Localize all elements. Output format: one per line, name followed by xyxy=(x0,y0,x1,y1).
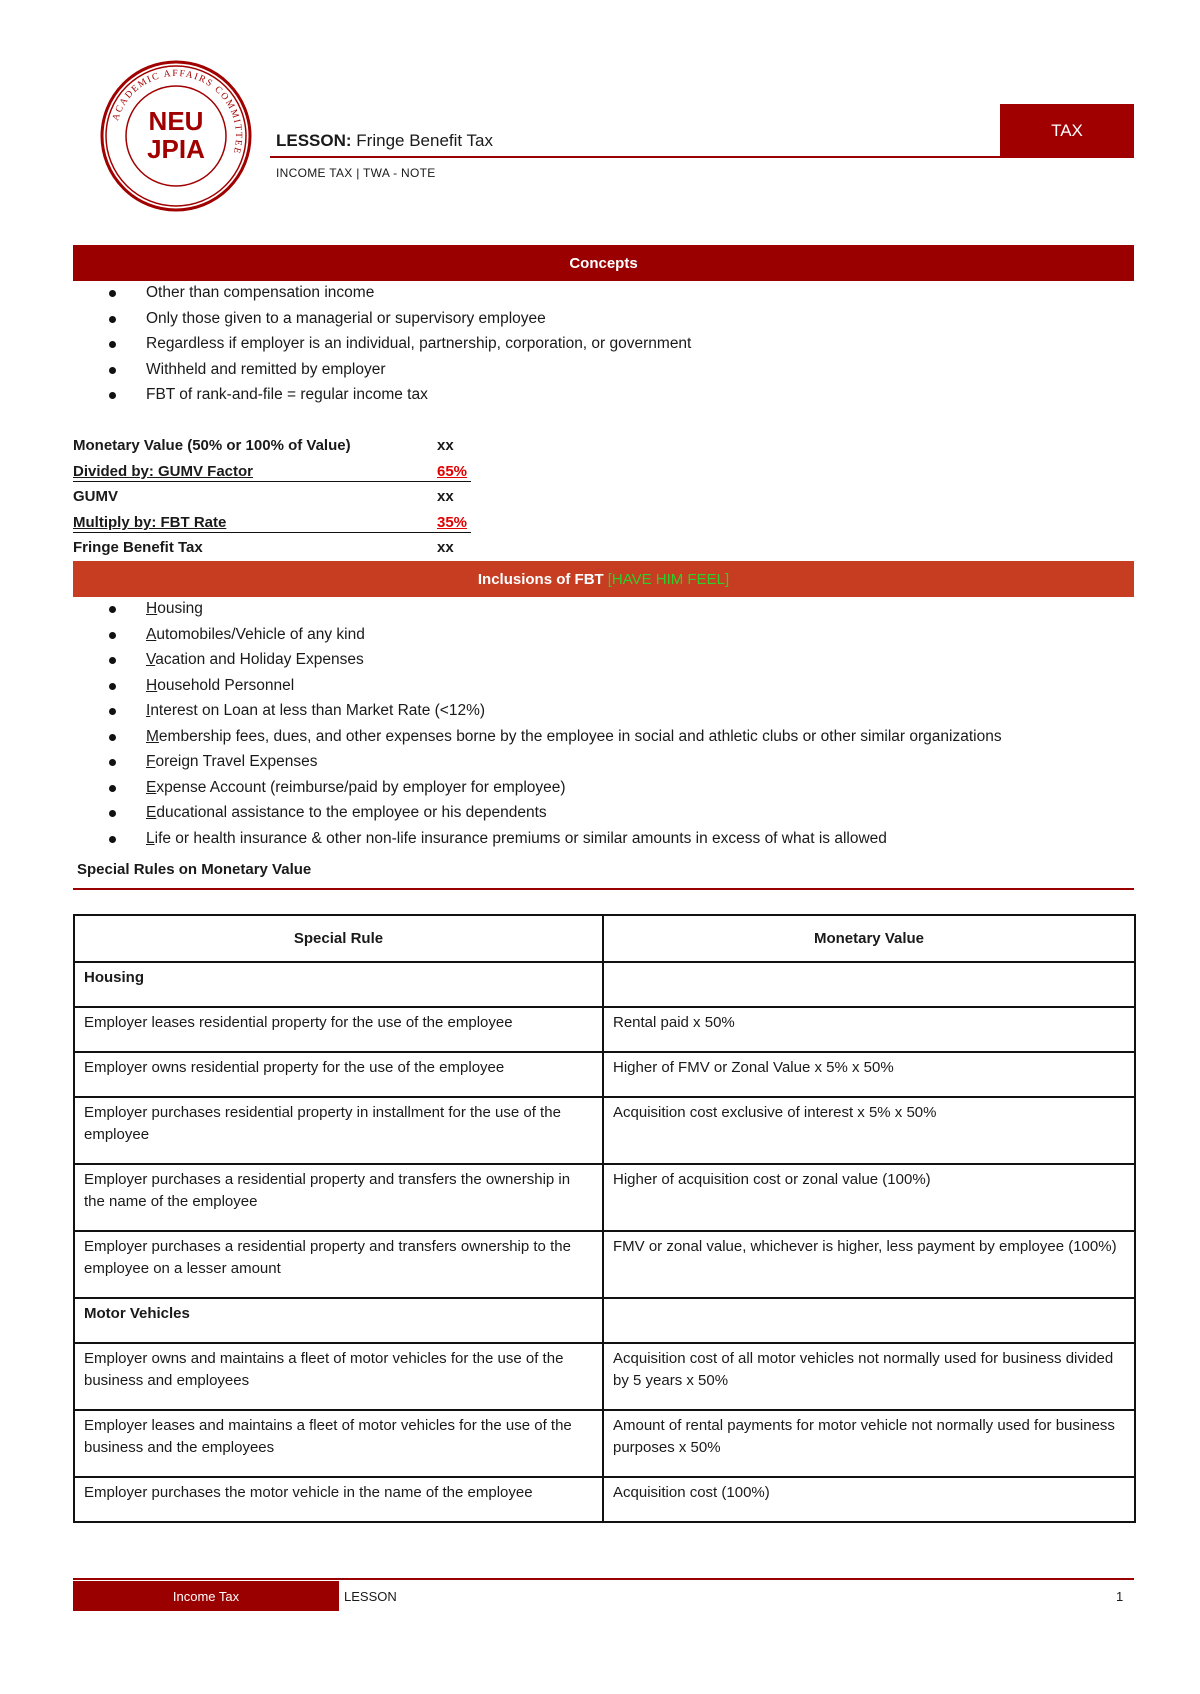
concepts-heading xyxy=(73,245,1134,281)
table-cell: FMV or zonal value, whichever is higher, less payment by employee (100%) xyxy=(603,1231,1135,1298)
table-row xyxy=(74,1343,1135,1410)
formula-label: GUMV xyxy=(73,488,118,506)
mnemonic-letter: H xyxy=(146,676,158,694)
formula-value: xx xyxy=(437,539,454,557)
table-row xyxy=(74,1410,1135,1477)
item-text: ducational assistance to the employee or his dependents xyxy=(156,804,547,821)
table-cell: Employer purchases residential property in installment for the use of the employee xyxy=(74,1097,603,1164)
special-rules-divider xyxy=(73,888,1134,890)
item-text: nterest on Loan at less than Market Rate (<12%) xyxy=(150,702,486,719)
table-cell: Employer owns residential property for the use of the employee xyxy=(74,1052,603,1097)
formula-label: Monetary Value (50% or 100% of Value) xyxy=(73,437,351,454)
table-row xyxy=(74,962,1135,1007)
item-text: embership fees, dues, and other expenses borne by the employee in social and athletic clubs or other similar organizations xyxy=(158,727,1002,745)
section-label: Housing xyxy=(74,962,603,1007)
table-cell: Employer owns and maintains a fleet of motor vehicles for the use of the business and employees xyxy=(74,1343,603,1410)
logo-ring-text: ACADEMIC AFFAIRS COMMITTEE xyxy=(111,68,244,156)
mnemonic-letter: E xyxy=(146,778,157,796)
inclusions-mnemonic: [HAVE HIM FEEL] xyxy=(607,570,730,588)
formula-label: Fringe Benefit Tax xyxy=(73,539,203,557)
list-item xyxy=(100,673,1002,699)
item-text: ousing xyxy=(157,600,203,617)
table-cell: Employer purchases a residential property and transfers ownership to the employee on a lesser amount xyxy=(74,1231,603,1298)
column-header-monetary-value: Monetary Value xyxy=(603,915,1135,962)
list-item: FBT of rank-and-file = regular income tax xyxy=(100,382,691,408)
footer-subject: Income Tax xyxy=(73,1581,339,1611)
list-item xyxy=(100,775,1002,801)
mnemonic-letter: V xyxy=(146,651,156,668)
item-text: acation and Holiday Expenses xyxy=(155,651,364,668)
page-number: 1 xyxy=(1116,1589,1124,1604)
table-cell: Acquisition cost exclusive of interest x 5% x 50% xyxy=(603,1097,1135,1164)
list-item: Only those given to a managerial or supervisory employee xyxy=(100,306,691,332)
table-cell: Employer leases and maintains a fleet of motor vehicles for the use of the business and the employees xyxy=(74,1410,603,1477)
inclusions-heading-text: Inclusions of FBT xyxy=(477,570,604,588)
table-cell: Acquisition cost (100%) xyxy=(603,1477,1135,1522)
header-divider xyxy=(270,156,1000,158)
lesson-title-text: Fringe Benefit Tax xyxy=(356,131,494,150)
table-cell: Higher of FMV or Zonal Value x 5% x 50% xyxy=(603,1052,1135,1097)
lesson-title xyxy=(276,131,493,151)
list-item xyxy=(100,800,1002,826)
neu-jpia-logo xyxy=(100,60,252,212)
list-item xyxy=(100,698,1002,724)
table-row xyxy=(74,1052,1135,1097)
table-cell xyxy=(603,1298,1135,1343)
table-row xyxy=(74,1298,1135,1343)
column-header-special-rule: Special Rule xyxy=(74,915,603,962)
inclusions-list xyxy=(100,596,1002,851)
table-cell: Amount of rental payments for motor vehicle not normally used for business purposes x 50% xyxy=(603,1410,1135,1477)
list-item: Regardless if employer is an individual, partnership, corporation, or government xyxy=(100,331,691,357)
list-item xyxy=(100,826,1002,852)
formula-row xyxy=(73,459,473,485)
formula-row xyxy=(73,484,473,510)
inclusions-heading xyxy=(73,561,1134,597)
formula-label: Divided by: GUMV Factor xyxy=(73,462,254,480)
table-cell: Acquisition cost of all motor vehicles not normally used for business divided by 5 years x 50% xyxy=(603,1343,1135,1410)
formula-value: xx xyxy=(437,488,454,506)
logo-line1: NEU xyxy=(148,106,204,136)
formula-value: xx xyxy=(437,437,454,454)
list-item xyxy=(100,724,1002,750)
footer-divider xyxy=(73,1578,1134,1580)
section-label: Motor Vehicles xyxy=(74,1298,603,1343)
item-text: xpense Account (reimburse/paid by employer for employee) xyxy=(156,778,566,796)
list-item: Withheld and remitted by employer xyxy=(100,357,691,383)
fbt-formula xyxy=(73,433,473,561)
table-row xyxy=(74,1477,1135,1522)
footer-section: LESSON xyxy=(344,1589,397,1604)
formula-value: 65% xyxy=(437,462,468,480)
table-cell: Employer purchases the motor vehicle in the name of the employee xyxy=(74,1477,603,1522)
formula-value: 35% xyxy=(437,513,468,531)
logo-line2: JPIA xyxy=(147,134,205,164)
table-cell: Employer leases residential property for the use of the employee xyxy=(74,1007,603,1052)
table-row xyxy=(74,1231,1135,1298)
lesson-subtitle: INCOME TAX | TWA - NOTE xyxy=(276,166,436,180)
mnemonic-letter: L xyxy=(146,829,155,847)
formula-row xyxy=(73,433,473,459)
mnemonic-letter: H xyxy=(146,600,158,617)
list-item xyxy=(100,749,1002,775)
formula-row xyxy=(73,510,473,536)
table-row xyxy=(74,1097,1135,1164)
item-text: ife or health insurance & other non-life insurance premiums or similar amounts in excess of what is allowed xyxy=(154,829,887,847)
list-item xyxy=(100,622,1002,648)
item-text: oreign Travel Expenses xyxy=(155,753,318,770)
lesson-label: LESSON: xyxy=(276,131,352,150)
table-row xyxy=(74,1007,1135,1052)
concepts-heading-text: Concepts xyxy=(569,254,638,272)
table-cell: Employer purchases a residential property and transfers the ownership in the name of the employee xyxy=(74,1164,603,1231)
table-row xyxy=(74,1164,1135,1231)
mnemonic-letter: E xyxy=(146,804,157,821)
mnemonic-letter: F xyxy=(146,753,156,770)
mnemonic-letter: A xyxy=(146,625,157,643)
item-text: utomobiles/Vehicle of any kind xyxy=(156,625,365,643)
formula-label: Multiply by: FBT Rate xyxy=(73,513,227,531)
item-text: ousehold Personnel xyxy=(157,676,295,694)
list-item xyxy=(100,596,1002,622)
table-cell xyxy=(603,962,1135,1007)
list-item xyxy=(100,647,1002,673)
table-cell: Rental paid x 50% xyxy=(603,1007,1135,1052)
formula-row xyxy=(73,535,473,561)
list-item: Other than compensation income xyxy=(100,280,691,306)
concepts-list xyxy=(100,280,691,408)
subject-tab: TAX xyxy=(1000,104,1134,158)
special-rules-table xyxy=(73,914,1136,1523)
special-rules-heading: Special Rules on Monetary Value xyxy=(77,861,312,878)
mnemonic-letter: I xyxy=(146,702,151,719)
table-header-row xyxy=(74,915,1135,962)
table-cell: Higher of acquisition cost or zonal value (100%) xyxy=(603,1164,1135,1231)
mnemonic-letter: M xyxy=(146,727,159,745)
